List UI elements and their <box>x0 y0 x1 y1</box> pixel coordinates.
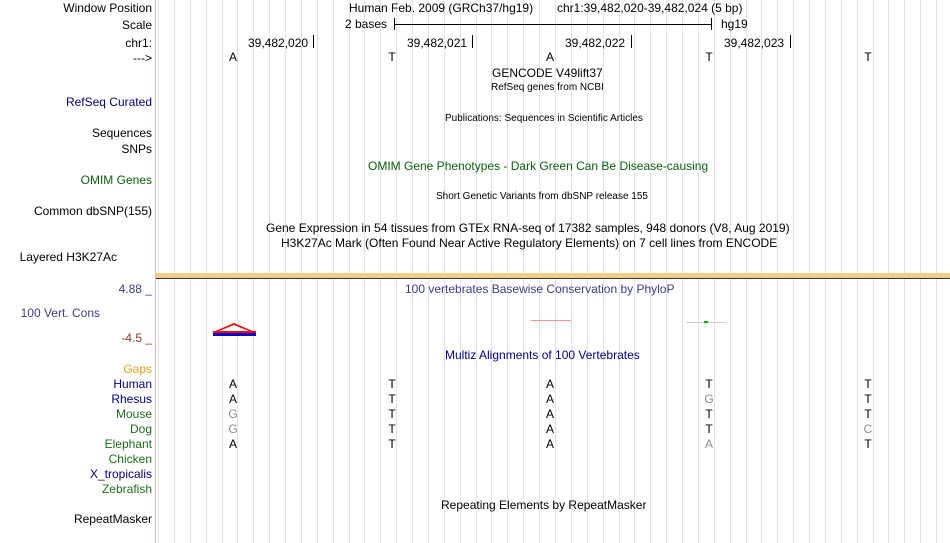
publications-track-title[interactable]: Publications: Sequences in Scientific Articles <box>445 113 643 124</box>
coord-tick-4 <box>790 35 791 48</box>
phylop-wiggle <box>156 316 950 340</box>
align-dog-base-5: C <box>863 422 873 436</box>
gridline <box>285 0 286 543</box>
gridline <box>619 0 620 543</box>
dbsnp-track-title[interactable]: Short Genetic Variants from dbSNP release 155 <box>436 191 648 202</box>
species-label-x-tropicalis[interactable]: X_tropicalis <box>89 467 152 481</box>
align-human-base-2: T <box>388 377 396 391</box>
chrom-label[interactable]: chr1: <box>125 36 152 50</box>
gridline <box>174 0 175 543</box>
gridline <box>936 0 937 543</box>
align-dog-base-2: T <box>388 422 396 436</box>
snps-label[interactable]: SNPs <box>121 142 152 156</box>
gridline <box>714 0 715 543</box>
coord-label-3: 39,482,022 <box>565 36 626 50</box>
align-dog-base-4: T <box>705 422 713 436</box>
gridline <box>841 0 842 543</box>
vert-cons-label[interactable]: 100 Vert. Cons <box>20 306 100 320</box>
gridline <box>682 0 683 543</box>
align-rhesus-base-3: A <box>545 392 554 406</box>
align-elephant-base-4: A <box>704 437 713 451</box>
gridline <box>317 0 318 543</box>
multiz-track-title[interactable]: Multiz Alignments of 100 Vertebrates <box>445 348 640 362</box>
align-elephant-base-3: A <box>545 437 554 451</box>
scale-db: hg19 <box>721 17 748 31</box>
gridline <box>158 0 159 543</box>
scale-label: Scale <box>121 18 152 32</box>
ref-base-2: T <box>388 50 396 64</box>
gtex-track-title[interactable]: Gene Expression in 54 tissues from GTEx RNA-seq of 17382 samples, 948 donors (V8, Aug 2019) <box>266 221 790 235</box>
gridline <box>206 0 207 543</box>
gridline <box>349 0 350 543</box>
align-human-base-5: T <box>864 377 872 391</box>
gridline <box>301 0 302 543</box>
phylop-green-mark <box>704 321 708 323</box>
align-mouse-base-2: T <box>388 407 396 421</box>
gaps-label[interactable]: Gaps <box>123 362 152 376</box>
species-label-dog[interactable]: Dog <box>129 422 152 436</box>
gridline <box>698 0 699 543</box>
coord-label-1: 39,482,020 <box>248 36 309 50</box>
align-rhesus-base-5: T <box>864 392 872 406</box>
gridline <box>761 0 762 543</box>
align-mouse-base-1: G <box>228 407 238 421</box>
ref-base-1: A <box>228 50 237 64</box>
coord-tick-1 <box>313 35 314 48</box>
species-label-zebrafish[interactable]: Zebrafish <box>101 482 152 496</box>
gridline <box>460 0 461 543</box>
repeatmasker-track-title[interactable]: Repeating Elements by RepeatMasker <box>441 498 647 512</box>
align-elephant-base-2: T <box>388 437 396 451</box>
gridline <box>920 0 921 543</box>
align-rhesus-base-2: T <box>388 392 396 406</box>
gridline <box>730 0 731 543</box>
gridline <box>396 0 397 543</box>
align-mouse-base-4: T <box>705 407 713 421</box>
gridline <box>476 0 477 543</box>
align-elephant-base-1: A <box>228 437 237 451</box>
ref-base-5: T <box>864 50 872 64</box>
gridline <box>777 0 778 543</box>
omim-genes-label[interactable]: OMIM Genes <box>80 173 152 187</box>
gridline <box>873 0 874 543</box>
sequences-label[interactable]: Sequences <box>91 126 152 140</box>
align-rhesus-base-4: G <box>704 392 714 406</box>
window-position-label: Window Position <box>63 1 152 15</box>
scale-bar-right-tick <box>711 18 712 30</box>
coord-tick-2 <box>472 35 473 48</box>
gridline <box>650 0 651 543</box>
common-dbsnp-label[interactable]: Common dbSNP(155) <box>33 204 152 218</box>
phylop-min-label: -4.5 _ <box>121 331 152 345</box>
gridline <box>793 0 794 543</box>
gridline <box>222 0 223 543</box>
align-mouse-base-5: T <box>864 407 872 421</box>
gridline <box>746 0 747 543</box>
repeatmasker-label[interactable]: RepeatMasker <box>73 512 152 526</box>
gridline <box>809 0 810 543</box>
align-dog-base-3: A <box>545 422 554 436</box>
phylop-max-label: 4.88 _ <box>118 282 152 296</box>
align-rhesus-base-1: A <box>228 392 237 406</box>
scale-value: 2 bases <box>345 17 388 31</box>
assembly-name[interactable]: Human Feb. 2009 (GRCh37/hg19) <box>349 1 534 15</box>
gridline <box>634 0 635 543</box>
track-group-divider-line <box>156 278 950 279</box>
align-elephant-base-5: T <box>864 437 872 451</box>
phylop-red-trace <box>531 320 571 321</box>
gencode-track-title[interactable]: GENCODE V49lift37 <box>492 66 603 80</box>
coord-label-2: 39,482,021 <box>407 36 468 50</box>
gridline <box>190 0 191 543</box>
omim-track-title[interactable]: OMIM Gene Phenotypes - Dark Green Can Be Disease-causing <box>368 159 709 173</box>
align-human-base-1: A <box>228 377 237 391</box>
phylop-blue-bar <box>213 333 256 336</box>
gridline <box>412 0 413 543</box>
phylop-red-baseline <box>213 331 256 333</box>
gridline <box>666 0 667 543</box>
h3k27ac-track-title[interactable]: H3K27Ac Mark (Often Found Near Active Regulatory Elements) on 7 cell lines from ENCODE <box>281 236 778 250</box>
gridline <box>380 0 381 543</box>
gridline <box>904 0 905 543</box>
refseq-track-subtitle: RefSeq genes from NCBI <box>491 82 604 93</box>
species-label-chicken[interactable]: Chicken <box>108 452 152 466</box>
position-readout[interactable]: chr1:39,482,020-39,482,024 (5 bp) <box>557 1 743 15</box>
ref-base-4: T <box>705 50 713 64</box>
align-human-base-3: A <box>545 377 554 391</box>
species-label-elephant[interactable]: Elephant <box>104 437 152 451</box>
gridline <box>333 0 334 543</box>
gridline <box>253 0 254 543</box>
gridline <box>237 0 238 543</box>
species-label-rhesus[interactable]: Rhesus <box>111 392 152 406</box>
gridline <box>428 0 429 543</box>
strand-label[interactable]: ---> <box>133 51 152 65</box>
gridline <box>364 0 365 543</box>
species-label-human[interactable]: Human <box>113 377 152 391</box>
gridline <box>857 0 858 543</box>
gridline <box>888 0 889 543</box>
align-mouse-base-3: A <box>545 407 554 421</box>
gridline <box>444 0 445 543</box>
gridline <box>269 0 270 543</box>
layered-h3k27ac-label[interactable]: Layered H3K27Ac <box>19 250 117 264</box>
align-human-base-4: T <box>705 377 713 391</box>
ref-base-3: A <box>545 50 554 64</box>
phylop-track-title[interactable]: 100 vertebrates Basewise Conservation by PhyloP <box>405 282 675 296</box>
align-dog-base-1: G <box>228 422 238 436</box>
gridline <box>825 0 826 543</box>
coord-tick-3 <box>631 35 632 48</box>
refseq-curated-label[interactable]: RefSeq Curated <box>65 95 152 109</box>
species-label-mouse[interactable]: Mouse <box>115 407 152 421</box>
scale-bar <box>395 24 712 25</box>
coord-label-4: 39,482,023 <box>724 36 785 50</box>
